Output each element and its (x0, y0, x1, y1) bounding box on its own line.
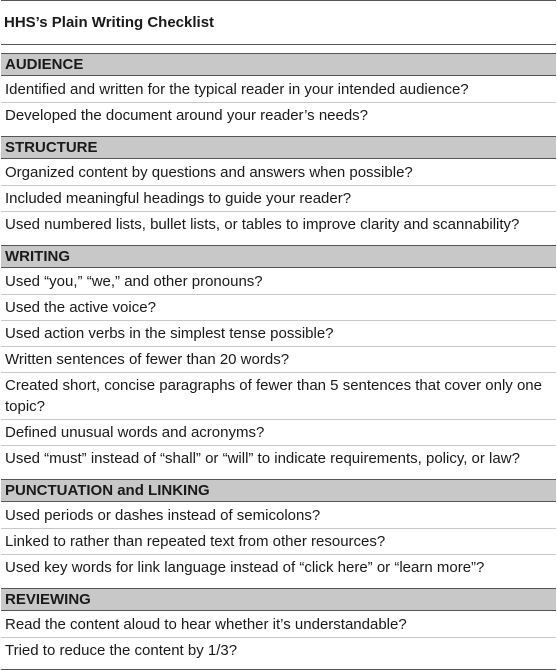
checklist-items (1, 611, 556, 663)
checklist-item: Used the active voice? (1, 295, 556, 321)
checklist-item: Read the content aloud to hear whether it’s understandable? (1, 612, 556, 638)
checklist-item: Written sentences of fewer than 20 words? (1, 347, 556, 373)
checklist-items (1, 159, 556, 237)
section-heading: REVIEWING (1, 588, 556, 611)
checklist-item: Organized content by questions and answers when possible? (1, 160, 556, 186)
checklist-item: Developed the document around your reader’s needs? (5, 107, 369, 124)
checklist-item: Included meaningful headings to guide your reader? (1, 186, 556, 212)
checklist-item: Used action verbs in the simplest tense possible? (1, 321, 556, 347)
section-writing (1, 245, 556, 471)
checklist-item: Used “must” instead of “shall” or “will” to indicate requirements, policy, or law? (5, 450, 520, 467)
checklist-item: Used numbered lists, bullet lists, or tables to improve clarity and scannability? (5, 216, 520, 233)
section-reviewing (1, 588, 556, 663)
section-punctuation-and-linking (1, 479, 556, 580)
checklist-item: Identified and written for the typical reader in your intended audience? (1, 77, 556, 103)
table-title: HHS’s Plain Writing Checklist (1, 0, 556, 45)
checklist-item: Defined unusual words and acronyms? (1, 420, 556, 446)
section-audience (1, 53, 556, 128)
checklist-items (1, 268, 556, 471)
section-heading: STRUCTURE (1, 136, 556, 159)
checklist-items (1, 502, 556, 580)
section-structure (1, 136, 556, 237)
checklist-item: Used periods or dashes instead of semicolons? (1, 503, 556, 529)
checklist-table (1, 0, 556, 670)
checklist-item: Linked to rather than repeated text from other resources? (1, 529, 556, 555)
checklist-item: Created short, concise paragraphs of fewer than 5 sentences that cover only one topic? (1, 373, 556, 420)
checklist-item: Used key words for link language instead of “click here” or “learn more”? (5, 559, 485, 576)
section-heading: PUNCTUATION and LINKING (1, 479, 556, 502)
checklist-item: Used “you,” “we,” and other pronouns? (1, 269, 556, 295)
checklist-items (1, 76, 556, 128)
section-heading: AUDIENCE (1, 53, 556, 76)
section-heading: WRITING (1, 245, 556, 268)
sections-container (1, 53, 556, 663)
checklist-item: Tried to reduce the content by 1/3? (5, 642, 238, 659)
